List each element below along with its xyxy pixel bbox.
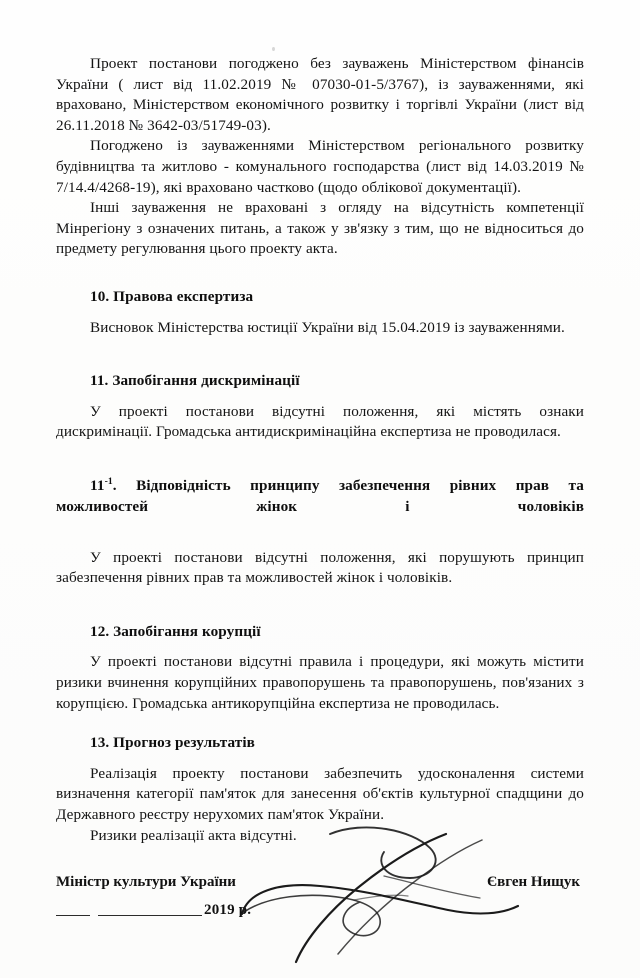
paragraph-other-remarks: Інші зауваження не враховані з огляду на відсутність компетенції Мінрегіону з означених питань, а також у зв'язку з тим, що не відноситься до предмету регулювання цього проекту акта. [56, 199, 584, 258]
date-month-blank [98, 915, 202, 916]
spacer [56, 392, 584, 402]
section-heading-11-1 [56, 476, 584, 538]
paragraph-minregion: Погоджено із зауваженнями Міністерством регіонального розвитку будівництва та житлово - комунального господарства (лист від 14.03.2019 № 7/14.4/4268-19), які враховано частково (щодо облікової документації). [56, 137, 584, 196]
paragraph-ministry-of-finance: Проект постанови погоджено без зауважень Міністерством фінансів України ( лист від 11.02.2019 № 07030-01-5/3767), із зауваженнями, які враховано, Міністерством економічного розвитку і торгівлі України (лист від 26.11.2018 № 3642-03/51749-03). [56, 55, 584, 134]
spacer [56, 260, 584, 287]
section-body-13: Реалізація проекту постанови забезпечить удосконалення системи визначення категорії пам'яток для занесення об'єктів культурної спадщини до Державного реєстру нерухомих пам'яток України. [56, 764, 584, 824]
section-heading-11-1-number: 11 [90, 476, 105, 494]
scan-speck [272, 47, 275, 51]
date-day-blank [56, 915, 90, 916]
section-heading-11-1-superscript: -1 [104, 475, 113, 487]
section-heading-10: 10. Правова експертиза [90, 287, 254, 305]
spacer [56, 308, 584, 318]
document-body [56, 54, 584, 972]
handwritten-signature-icon [234, 826, 544, 966]
section-body-11-1: У проекті постанови відсутні положення, які порушують принцип забезпечення рівних прав та можливостей жінок і чоловіків. [56, 548, 584, 587]
signatory-title: Міністр культури України [56, 874, 236, 891]
spacer [56, 714, 584, 733]
spacer [56, 443, 584, 476]
section-heading-11-1-text: . Відповідність принципу забезпечення рівних прав та можливостей жінок і чоловіків [56, 476, 584, 515]
section-heading-12: 12. Запобігання корупції [90, 622, 261, 640]
spacer [56, 754, 584, 764]
signature-row [56, 872, 584, 892]
spacer [56, 338, 584, 371]
section-heading-13: 13. Прогноз результатів [90, 734, 255, 752]
spacer [56, 589, 584, 622]
signatory-name: Євген Нищук [486, 874, 580, 891]
spacer [56, 538, 584, 548]
signature-date-line [56, 902, 584, 919]
section-body-10: Висновок Міністерства юстиції України від 15.04.2019 із зауваженнями. [90, 318, 565, 336]
section-heading-11: 11. Запобігання дискримінації [90, 372, 300, 390]
spacer [56, 642, 584, 652]
date-year: 2019 р. [204, 902, 252, 919]
signature-block [56, 872, 584, 972]
section-body-13-risks: Ризики реалізації акта відсутні. [90, 826, 297, 844]
section-body-11: У проекті постанови відсутні положення, які містять ознаки дискримінації. Громадська антидискримінаційна експертиза не проводилася. [56, 402, 584, 441]
section-body-12: У проекті постанови відсутні правила і процедури, які можуть містити ризики вчинення корупційних правопорушень та правопорушень, пов'язаних з корупцією. Громадська антикорупційна експертиза не проводилась. [56, 653, 584, 712]
